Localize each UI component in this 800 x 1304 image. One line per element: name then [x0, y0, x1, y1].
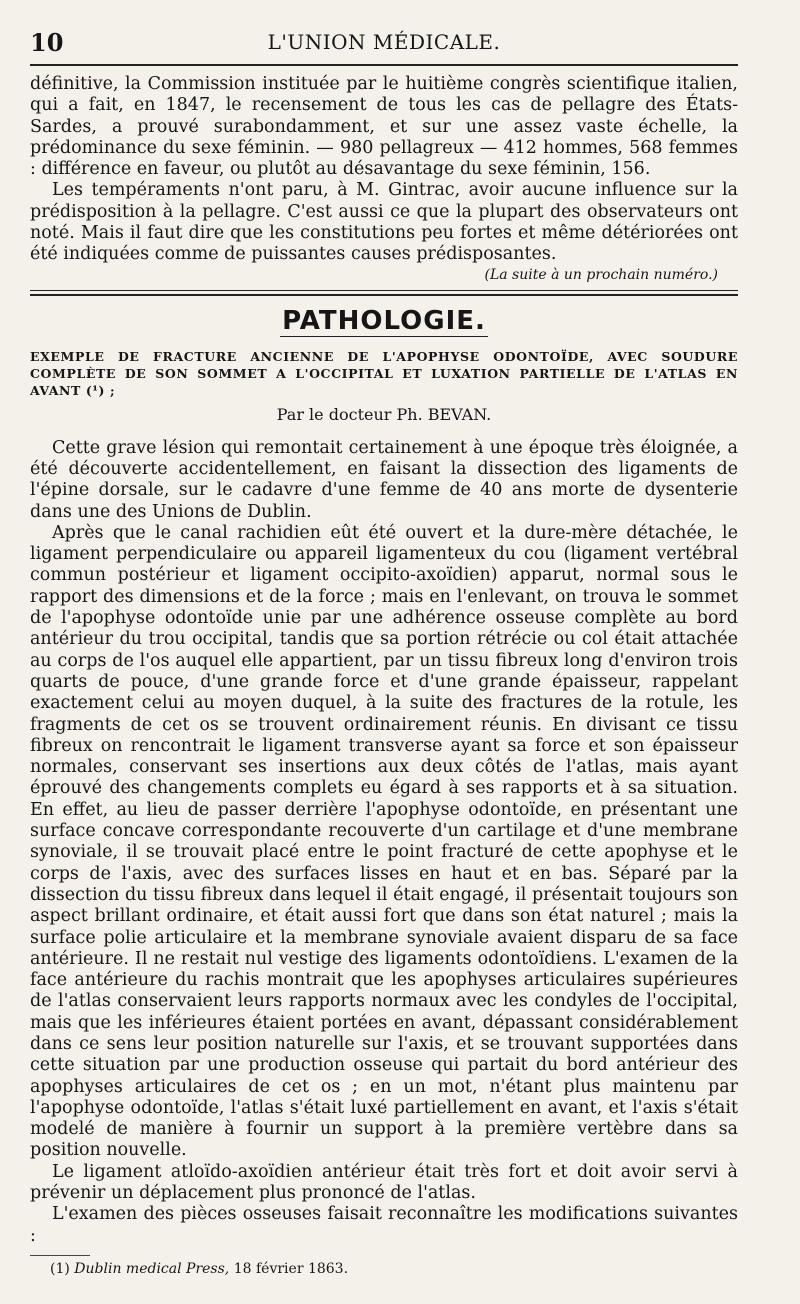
- running-title: L'UNION MÉDICALE.: [267, 30, 501, 54]
- page-header: [30, 24, 738, 60]
- footnote-source: Dublin medical Press,: [74, 1260, 230, 1277]
- section-divider: [30, 290, 738, 296]
- article-body: [30, 438, 738, 1247]
- paragraph: Le ligament atloïdo-axoïdien antérieur était très fort et doit avoir servi à prévenir un déplacement plus prononcé de l'atlas.: [30, 1161, 738, 1204]
- footnote-marker: (1): [50, 1260, 70, 1277]
- paragraph: Cette grave lésion qui remontait certainement à une époque très éloignée, a été découverte accidentellement, en faisant la dissection des ligaments de l'épine dorsale, sur le cadavre d'une femme de 40 ans morte de dysenterie dans une des Unions de Dublin.: [30, 437, 738, 522]
- paragraph: définitive, la Commission instituée par le huitième congrès scientifique italien, qui a fait, en 1847, le recensement de tous les cas de pellagre des États-Sardes, a prouvé surabondamment, et sur une assez vaste échelle, la prédominance du sexe féminin. — 980 pellagreux — 412 hommes, 568 femmes : différence en faveur, ou plutôt au désavantage du sexe féminin, 156.: [30, 74, 738, 180]
- header-rule: [30, 64, 738, 66]
- footnote-rule: [30, 1255, 90, 1256]
- previous-article: [30, 74, 738, 284]
- section-title-text: PATHOLOGIE.: [282, 305, 486, 336]
- continuation-note: (La suite à un prochain numéro.): [484, 266, 718, 283]
- page-number: 10: [30, 28, 64, 57]
- paragraph: L'examen des pièces osseuses faisait reconnaître les modifications suivantes :: [30, 1204, 738, 1246]
- article-title: EXEMPLE DE FRACTURE ANCIENNE DE L'APOPHYSE ODONTOÏDE, AVEC SOUDURE COMPLÈTE DE SON SOMMET A L'OCCIPITAL ET LUXATION PARTIELLE DE L'ATLAS EN AVANT (¹) ;: [30, 348, 738, 398]
- section-title: [30, 306, 738, 336]
- footnote: [50, 1260, 738, 1278]
- paragraph: Les tempéraments n'ont paru, à M. Gintrac, avoir aucune influence sur la prédisposition à la pellagre. C'est aussi ce que la plupart des observateurs ont noté. Mais il faut dire que les constitutions peu fortes et même détériorées ont été indiquées comme de puissantes causes prédisposantes.: [30, 180, 738, 265]
- byline: Par le docteur Ph. BEVAN.: [276, 404, 492, 424]
- footnote-date: 18 février 1863.: [233, 1260, 349, 1277]
- paragraph: Après que le canal rachidien eût été ouvert et la dure-mère détachée, le ligament perpendiculaire ou appareil ligamenteux du cou (ligament vertébral commun postérieur et ligament occipito-axoïdien) apparut, normal sous le rapport des dimensions et de la force ; mais en l'enlevant, on trouva le sommet de l'apophyse odontoïde unie par une adhérence osseuse complète au bord antérieur du trou occipital, tandis que sa portion rétrécie ou col était attachée au corps de l'os auquel elle appartient, par un tissu fibreux long d'environ trois quarts de pouce, d'une grande force et d'une grande épaisseur, rappelant exactement celui au moyen duquel, à la suite des fractures de la rotule, les fragments de cet os se trouvent ordinairement réunis. En divisant ce tissu fibreux on rencontrait le ligament transverse ayant sa force et son épaisseur normales, conservant ses insertions aux deux côtés de l'atlas, mais ayant éprouvé des changements complets eu égard à ses rapports et à sa situation. En effet, au lieu de passer derrière l'apophyse odontoïde, en présentant une surface concave correspondante recouverte d'un cartilage et d'une membrane synoviale, il se trouvait placé entre le point fracturé de cette apophyse et le corps de l'axis, avec des surfaces lisses en haut et en bas. Séparé par la dissection du tissu fibreux dans lequel il était engagé, il présentait toujours son aspect brillant ordinaire, et était aussi fort que dans son état naturel ; mais la surface polie articulaire et la membrane synoviale avaient disparu de sa face antérieure. Il ne restait nul vestige des ligaments odontoïdiens. L'examen de la face antérieure du rachis montrait que les apophyses articulaires supérieures de l'atlas conservaient leurs rapports normaux avec les condyles de l'occipital, mais que les inférieures étaient portées en avant, dépassant considérablement dans ce sens leur position naturelle sur l'axis, et se trouvant supportées dans cette situation par une production osseuse qui partait du bord antérieur des apophyses articulaires de cet os ; en un mot, n'étant plus maintenu par l'apophyse odontoïde, l'atlas s'était luxé partiellement en avant, et l'axis s'était modelé de manière à fournir un support à la première vertèbre dans sa position nouvelle.: [30, 522, 738, 1161]
